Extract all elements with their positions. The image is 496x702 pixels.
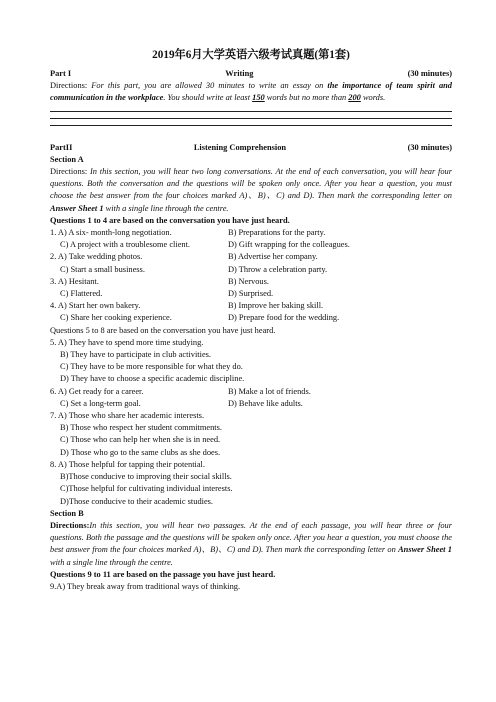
list-item: C) They have to be more responsible for what they do.: [60, 362, 243, 372]
section-a-directions: Directions: In this section, you will hear two long conversations. At the end of each conversation, you will hear four questions. Both the conversation and the questions will be spoken only once. After you hear a question, you must choose the best answer from the four choices marked A)、B)、C) and D). Then mark the corresponding letter on Answer Sheet 1 with a single line through the centre.: [50, 167, 452, 213]
list-item: B) They have to participate in club activities.: [60, 350, 212, 360]
list-item: 7. A) Those who share her academic interests.: [50, 411, 205, 421]
list-item: B) Those who respect her student commitments.: [60, 423, 222, 433]
exam-page: [50, 48, 452, 593]
list-item: 1. A) A six- month-long negotiation. B) Preparations for the party.: [50, 228, 326, 238]
part2-header: [50, 142, 452, 154]
page-title: 2019年6月大学英语六级考试真题(第1套): [152, 49, 350, 61]
list-item: C) Those who can help her when she is in need.: [60, 435, 221, 445]
part2-time: (30 minutes): [407, 142, 452, 152]
list-item: C) Share her cooking experience. D) Prepare food for the wedding.: [60, 313, 340, 323]
part1-directions: Directions: For this part, you are allowed 30 minutes to write an essay on the importance of team spirit and communication in the workplace. You should write at least 150 words but no more than 200 words.: [50, 81, 452, 103]
question-group-heading: Questions 1 to 4 are based on the conversation you have just heard.: [50, 215, 290, 225]
answer-line: [50, 125, 452, 126]
part1-section: Writing: [225, 69, 254, 78]
list-item: C) A project with a troublesome client. D) Gift wrapping for the colleagues.: [60, 240, 350, 250]
section-b-heading: Section B: [50, 508, 84, 518]
list-item: 4. A) Start her own bakery. B) Improve her baking skill.: [50, 301, 324, 311]
list-item: 9.A) They break away from traditional ways of thinking.: [50, 581, 241, 591]
list-item: 8. A) Those helpful for tapping their potential.: [50, 459, 205, 469]
part1-header: [50, 68, 452, 80]
list-item: C) Flattered. D) Surprised.: [60, 289, 274, 299]
section-a-heading: Section A: [50, 154, 84, 164]
list-item: 3. A) Hesitant. B) Nervous.: [50, 276, 269, 286]
list-item: 6. A) Get ready for a career. B) Make a lot of friends.: [50, 386, 311, 396]
list-item: 5. A) They have to spend more time studying.: [50, 337, 204, 347]
question-group-heading: Questions 5 to 8 are based on the conversation you have just heard.: [50, 325, 276, 335]
list-item: 2. A) Take wedding photos. B) Advertise her company.: [50, 252, 318, 262]
list-item: B)Those conducive to improving their social skills.: [60, 472, 232, 482]
section-b-directions: Directions:In this section, you will hear two passages. At the end of each passage, you will hear three or four questions. Both the passage and the questions will be spoken only once. After you hear a question, you must choose the best answer from the four choices marked A)、B)、C) and D). Then mark the corresponding letter on Answer Sheet 1 with a single line through the centre.: [50, 520, 452, 567]
list-item: D)Those conducive to their academic studies.: [60, 496, 214, 506]
list-item: C)Those helpful for cultivating individual interests.: [60, 484, 233, 494]
part1-time: (30 minutes): [407, 69, 452, 78]
answer-line: [50, 111, 452, 112]
answer-line: [50, 118, 452, 119]
list-item: C) Start a small business. D) Throw a celebration party.: [60, 264, 328, 274]
part2-section: Listening Comprehension: [193, 142, 287, 152]
list-item: D) Those who go to the same clubs as she does.: [60, 447, 221, 457]
list-item: D) They have to choose a specific academic discipline.: [60, 374, 245, 384]
part1-label: Part I: [50, 69, 72, 78]
question-group-heading: Questions 9 to 11 are based on the passage you have just heard.: [50, 569, 276, 579]
part2-label: PartII: [50, 142, 73, 152]
list-item: C) Set a long-term goal. D) Behave like adults.: [60, 398, 303, 408]
